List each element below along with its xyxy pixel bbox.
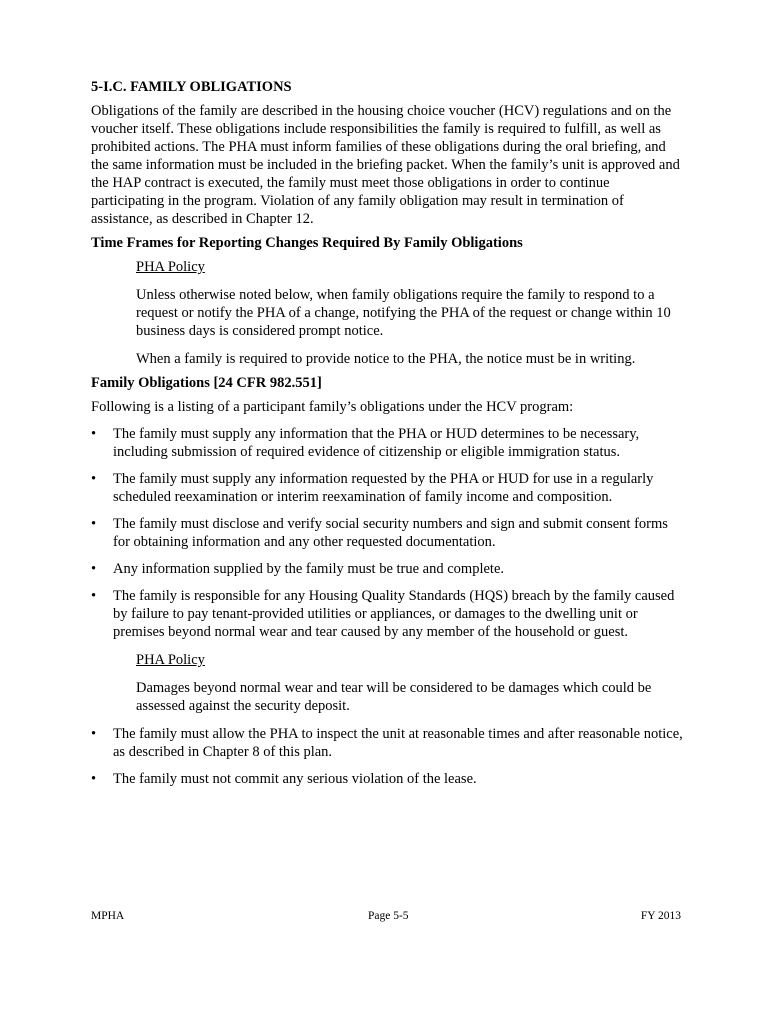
list-item (91, 515, 686, 551)
policy-paragraph: When a family is required to provide notice to the PHA, the notice must be in writing. (136, 351, 636, 367)
footer-fiscal-year: FY 2013 (640, 910, 681, 922)
policy-paragraph: Unless otherwise noted below, when family obligations require the family to respond to a request or notify the PHA of a change, notifying the PHA of the request or change within 10 business days is considered prompt notice. (136, 287, 671, 339)
list-item-text: The family must supply any information that the PHA or HUD determines to be necessary, including submission of required evidence of citizenship or eligible immigration status. (113, 426, 640, 460)
policy-paragraph: Damages beyond normal wear and tear will be considered to be damages which could be assessed against the security deposit. (136, 680, 652, 714)
bullet-icon: • (91, 588, 97, 604)
list-item-text: The family must allow the PHA to inspect the unit at reasonable times and after reasonable notice, as described in Chapter 8 of this plan. (113, 726, 683, 760)
bullet-icon: • (91, 771, 97, 787)
section-title: 5-I.C. FAMILY OBLIGATIONS (91, 79, 292, 95)
obligations-list (91, 425, 686, 788)
bullet-icon: • (91, 726, 97, 742)
footer-page-number: Page 5-5 (368, 910, 409, 922)
hqs-policy (136, 651, 686, 715)
list-item-text: The family is responsible for any Housing Quality Standards (HQS) breach by the family caused by failure to pay tenant-provided utilities or appliances, or damages to the dwelling unit or premises beyond normal wear and tear caused by any member of the household or guest. (113, 588, 675, 640)
list-item (91, 470, 686, 506)
list-item (91, 725, 686, 761)
page-content (91, 78, 686, 797)
family-obligations-heading: Family Obligations [24 CFR 982.551] (91, 375, 322, 391)
list-item (91, 560, 686, 578)
list-item (91, 770, 686, 788)
list-item-text: The family must supply any information requested by the PHA or HUD for use in a regularly scheduled reexamination or interim reexamination of family income and composition. (113, 471, 654, 505)
list-item-text: The family must disclose and verify social security numbers and sign and submit consent forms for obtaining information and any other requested documentation. (113, 516, 668, 550)
section-intro: Obligations of the family are described in the housing choice voucher (HCV) regulations and on the voucher itself. These obligations include responsibilities the family is required to fulfill, as well as prohibited actions. The PHA must inform families of these obligations during the oral briefing, and the same information must be included in the briefing packet. When the family’s unit is approved and the HAP contract is executed, the family must meet those obligations in order to continue participating in the program. Violation of any family obligation may result in termination of assistance, as described in Chapter 12. (91, 103, 680, 227)
bullet-icon: • (91, 561, 97, 577)
policy-label: PHA Policy (136, 652, 205, 668)
list-item (91, 425, 686, 461)
bullet-icon: • (91, 516, 97, 532)
time-frames-heading: Time Frames for Reporting Changes Required By Family Obligations (91, 235, 523, 251)
list-item-text: The family must not commit any serious violation of the lease. (113, 771, 477, 787)
footer-organization: MPHA (91, 910, 125, 922)
time-frames-policy (136, 258, 686, 368)
bullet-icon: • (91, 426, 97, 442)
policy-label: PHA Policy (136, 259, 205, 275)
obligations-intro: Following is a listing of a participant family’s obligations under the HCV program: (91, 399, 574, 415)
list-item-text: Any information supplied by the family must be true and complete. (113, 561, 505, 577)
bullet-icon: • (91, 471, 97, 487)
list-item (91, 587, 686, 715)
